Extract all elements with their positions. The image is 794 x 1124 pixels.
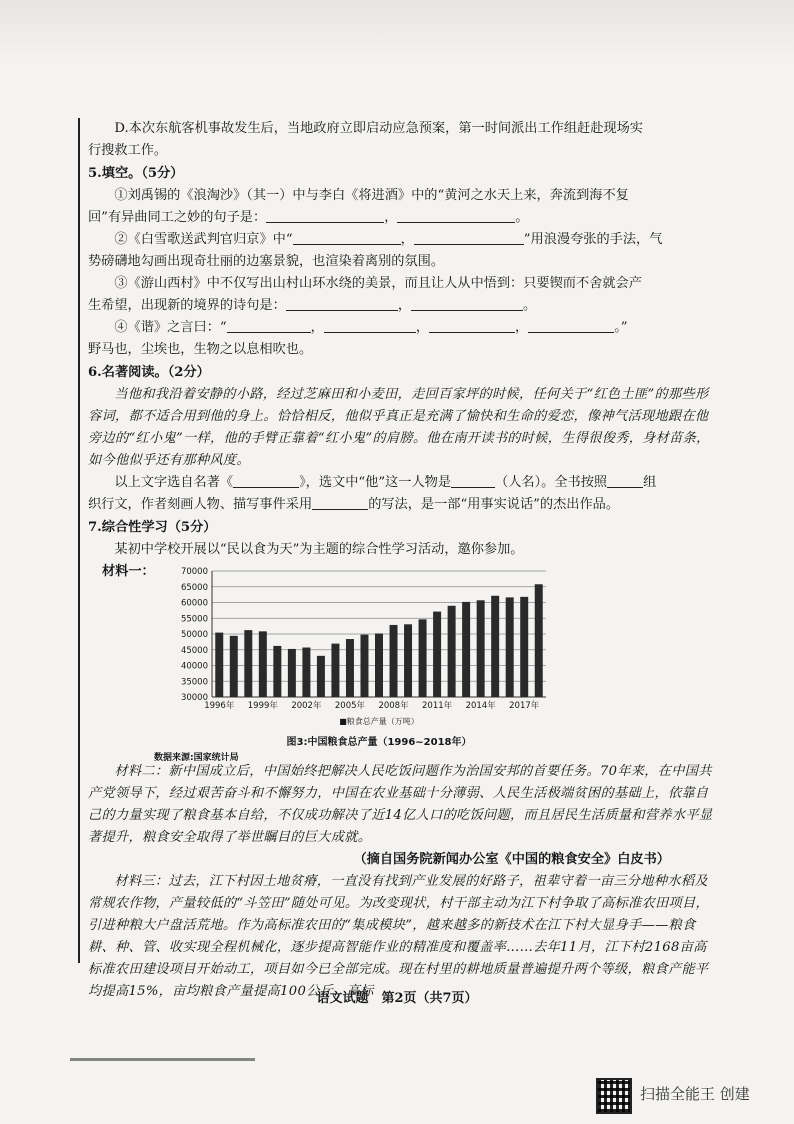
bar-2010 bbox=[419, 619, 427, 697]
fill-blank[interactable] bbox=[414, 229, 524, 245]
chart-title: 图3:中国粮食总产量（1996~2018年） bbox=[286, 737, 472, 748]
x-tick-label: 2005年 bbox=[334, 701, 366, 711]
punct: 。 bbox=[515, 210, 529, 225]
bar-2016 bbox=[506, 597, 514, 697]
y-tick-label: 40000 bbox=[180, 661, 208, 672]
punct: ， bbox=[310, 320, 324, 335]
q5-item2-line2: 势磅礴地勾画出现奇壮丽的边塞景貌，也渲染着离别的氛围。 bbox=[88, 254, 445, 269]
q7-intro: 某初中学校开展以“民以食为天”为主题的综合性学习活动，邀你参加。 bbox=[114, 542, 524, 557]
x-tick-label: 2017年 bbox=[509, 701, 540, 711]
q5-item4-line1 bbox=[88, 317, 716, 339]
q5-item4-line2: 野马也，尘埃也，生物之以息相吹也。 bbox=[88, 342, 313, 357]
scanner-watermark: 扫描全能王 创建 bbox=[640, 1085, 750, 1103]
chart-legend: ■粮食总产量（万吨） bbox=[339, 717, 419, 726]
y-tick-label: 50000 bbox=[180, 630, 208, 640]
bar-2008 bbox=[390, 625, 398, 697]
punct: ， bbox=[415, 320, 430, 335]
material1-chart-block bbox=[88, 561, 716, 761]
bar-1998 bbox=[244, 630, 252, 697]
bar-2007 bbox=[375, 633, 383, 697]
fill-blank[interactable] bbox=[266, 207, 384, 223]
bar-2017 bbox=[520, 597, 528, 697]
fill-blank[interactable] bbox=[233, 472, 299, 488]
punct: ， bbox=[400, 232, 414, 247]
fill-blank[interactable] bbox=[312, 494, 368, 510]
bar-2015 bbox=[491, 596, 499, 697]
qr-code-icon bbox=[596, 1078, 632, 1114]
q6-text: 织行文，作者刻画人物、描写事件采用 bbox=[88, 497, 313, 512]
q5-item3-line2 bbox=[88, 295, 716, 317]
fill-blank[interactable] bbox=[607, 472, 643, 488]
material2-source: （摘自国务院新闻办公室《中国的粮食安全》白皮书） bbox=[353, 852, 670, 867]
page-footer: 语文试题 第2页（共7页） bbox=[316, 991, 478, 1006]
bar-2006 bbox=[360, 635, 368, 697]
q5-item2-line1 bbox=[88, 229, 716, 251]
q5-item2-text: ”用浪漫夸张的手法，气 bbox=[523, 232, 663, 247]
q6-question-line2 bbox=[88, 494, 716, 516]
bar-2000 bbox=[273, 646, 281, 697]
y-tick-label: 65000 bbox=[180, 582, 208, 593]
bar-2012 bbox=[448, 606, 456, 697]
bar-2011 bbox=[433, 612, 441, 697]
bar-2002 bbox=[302, 648, 310, 697]
q5-item4-text: ④《谐》之言曰：“ bbox=[114, 320, 227, 335]
grain-output-bar-chart bbox=[88, 561, 716, 761]
punct: ， bbox=[397, 298, 411, 313]
x-tick-label: 2011年 bbox=[422, 701, 453, 711]
punct: 。 bbox=[523, 298, 537, 313]
x-tick-label: 1999年 bbox=[247, 701, 278, 711]
punct: ， bbox=[384, 210, 398, 225]
y-tick-label: 45000 bbox=[180, 645, 208, 656]
q6-text: （人名）。全书按照 bbox=[495, 475, 608, 490]
material1-label: 材料一： bbox=[102, 564, 155, 579]
q5-item2-text: ②《白雪歌送武判官归京》中“ bbox=[114, 232, 293, 247]
q5-item3-line1: ③《游山西村》中不仅写出山村山环水绕的美景，而且让人从中悟到：只要锲而不舍就会产 bbox=[114, 276, 642, 291]
fill-blank[interactable] bbox=[451, 472, 495, 488]
bar-2004 bbox=[331, 644, 339, 697]
q7-title: 7.综合性学习（5分） bbox=[88, 520, 217, 535]
bar-2013 bbox=[462, 602, 470, 697]
q6-text: 组 bbox=[643, 475, 657, 490]
punct: ， bbox=[515, 320, 529, 335]
y-tick-label: 35000 bbox=[180, 677, 208, 688]
fill-blank[interactable] bbox=[293, 229, 401, 245]
option-d-line2: 行搜救工作。 bbox=[88, 143, 168, 158]
fill-blank[interactable] bbox=[397, 207, 515, 223]
q5-item1-line1: ①刘禹锡的《浪淘沙》（其一）中与李白《将进酒》中的“黄河之水天上来，奔流到海不复 bbox=[114, 188, 629, 203]
fill-blank[interactable] bbox=[286, 295, 398, 311]
y-tick-label: 30000 bbox=[180, 693, 208, 703]
q5-item1-text: 回”有异曲同工之妙的句子是： bbox=[88, 210, 267, 225]
fill-blank[interactable] bbox=[429, 317, 515, 333]
bar-2003 bbox=[317, 656, 325, 697]
material2-text: 材料二：新中国成立后，中国始终把解决人民吃饭问题作为治国安邦的首要任务。70年来，在中国共产党领导下，经过艰苦奋斗和不懈努力，中国在农业基础十分薄弱、人民生活极端贫困的基础上，依靠自己的力量实现了粮食基本自给，不仅成功解决了近14亿人口的吃饭问题，而且居民生活质量和营养水平显著提升，粮食安全取得了举世瞩目的巨大成就。 bbox=[88, 764, 713, 845]
q5-item3-text: 生希望，出现新的境界的诗句是： bbox=[88, 298, 286, 313]
y-tick-label: 60000 bbox=[180, 598, 208, 609]
q5-title: 5.填空。（5分） bbox=[88, 166, 184, 181]
q6-question-line1 bbox=[88, 472, 716, 494]
bar-2014 bbox=[477, 600, 485, 697]
y-tick-label: 55000 bbox=[180, 614, 208, 625]
bar-1996 bbox=[215, 633, 223, 697]
y-tick-label: 70000 bbox=[180, 567, 208, 577]
margin-rule bbox=[78, 118, 80, 963]
scan-shadow bbox=[0, 0, 794, 60]
scan-rule bbox=[70, 1058, 255, 1061]
option-d-line1: D.本次东航客机事故发生后，当地政府立即启动应急预案，第一时间派出工作组赶赴现场实 bbox=[114, 121, 643, 136]
q6-text: 》，选文中“他”这一人物是 bbox=[299, 475, 452, 490]
bar-2018 bbox=[535, 584, 543, 697]
q5-item1-line2 bbox=[88, 207, 716, 229]
bar-1999 bbox=[259, 631, 267, 697]
bar-1997 bbox=[230, 636, 238, 697]
fill-blank[interactable] bbox=[227, 317, 311, 333]
material3-text: 材料三：过去，江下村因土地贫瘠，一直没有找到产业发展的好路子，祖辈守着一亩三分地种水稻及常规农作物，产量较低的“斗笠田”随处可见。为改变现状，村干部主动为江下村争取了高标准农田项目，引进种粮大户盘活荒地。作为高标准农田的“集成模块”，越来越多的新技术在江下村大显身手——粮食耕、种、管、收实现全程机械化，逐步提高智能作业的精准度和覆盖率……去年11月，江下村2168亩高标准农田建设项目开始动工，项目如今已全部完成。现在村里的耕地质量普遍提升两个等级，粮食产能平均提高15%，亩均粮食产量提高100公斤，高标 bbox=[88, 874, 710, 999]
q6-text: 以上文字选自名著《 bbox=[114, 475, 234, 490]
x-tick-label: 1996年 bbox=[204, 701, 235, 711]
punct: 。” bbox=[614, 320, 628, 335]
fill-blank[interactable] bbox=[528, 317, 614, 333]
fill-blank[interactable] bbox=[324, 317, 416, 333]
q6-passage: 当他和我沿着安静的小路，经过芝麻田和小麦田，走回百家坪的时候，任何关于“红色土匪”的那些形容词，都不适合用到他的身上。恰恰相反，他似乎真正是充满了愉快和生命的爱恋，像神气活现地跟在他旁边的“红小鬼”一样，他的手臂正靠着“红小鬼”的肩膀。他在南开读书的时候，生得很俊秀，身材苗条，如今他似乎还有那种风度。 bbox=[88, 387, 710, 468]
x-tick-label: 2002年 bbox=[291, 701, 322, 711]
exam-content bbox=[88, 118, 716, 1003]
fill-blank[interactable] bbox=[411, 295, 523, 311]
bar-2005 bbox=[346, 639, 354, 697]
bar-2001 bbox=[288, 649, 296, 697]
bar-2009 bbox=[404, 624, 412, 697]
x-tick-label: 2014年 bbox=[465, 701, 496, 711]
q6-title: 6.名著阅读。（2分） bbox=[88, 365, 210, 380]
chart-source: 数据来源:国家统计局 bbox=[154, 753, 239, 761]
x-tick-label: 2008年 bbox=[378, 701, 409, 711]
q6-text: 的写法，是一部“用事实说话”的杰出作品。 bbox=[368, 497, 620, 512]
